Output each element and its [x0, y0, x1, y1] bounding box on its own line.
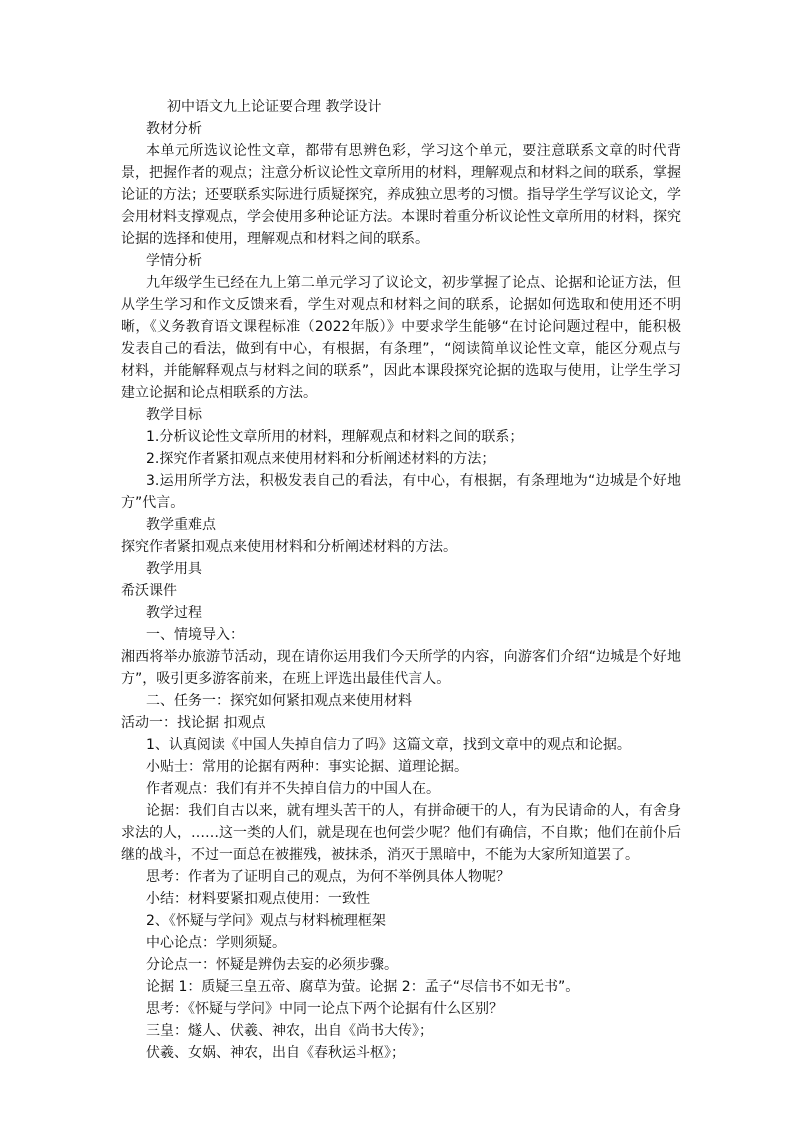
sub-argument-1: 分论点一：怀疑是辨伪去妄的必须步骤。 — [146, 957, 398, 973]
section-2-title: 二、任务一：探究如何紧扣观点来使用材料 — [146, 693, 412, 709]
heading-teaching-tools: 教学用具 — [146, 561, 202, 577]
task-item-2: 2、《怀疑与学问》观点与材料梳理框架 — [146, 913, 386, 929]
sanhuang-line-2: 伏羲、女娲、神农，出自《春秋运斗枢》； — [146, 1045, 405, 1061]
think-question-2: 思考：《怀疑与学问》中同一论点下两个论据有什么区别？ — [146, 1001, 503, 1017]
document-page — [121, 96, 681, 1064]
evidence-1-2-line: 论据 1：质疑三皇五帝、腐草为萤。论据 2：孟子“尽信书不如无书”。 — [146, 979, 580, 995]
goal-item-1: 1.分析议论性文章所用的材料，理解观点和材料之间的联系； — [146, 429, 524, 445]
paragraph-student-analysis: 九年级学生已经在九上第二单元学习了议论文，初步掌握了论点、论据和论证方法，但从学生学习和作文反馈来看，学生对观点和材料之间的联系，论据如何选取和使用还不明晰，《义务教育语文课程标准（2022年版）》中要求学生能够“在讨论问题过程中，能积极发表自己的看法，做到有中心，有根据，有条理”，“阅读简单议论性文章，能区分观点与材料，并能解释观点与材料之间的联系”，因此本课段探究论据的选取与使用，让学生学习建立论据和论点相联系的方法。 — [121, 275, 681, 401]
paragraph-teaching-tools: 希沃课件 — [121, 583, 177, 599]
sanhuang-line-1: 三皇：燧人、伏羲、神农，出自《尚书大传》； — [146, 1023, 433, 1039]
think-question-1: 思考：作者为了证明自己的观点，为何不举例具体人物呢？ — [146, 869, 510, 885]
heading-teaching-process: 教学过程 — [146, 605, 202, 621]
section-1-title: 一、情境导入： — [146, 627, 244, 643]
evidence-paragraph: 论据：我们自古以来，就有埋头苦干的人，有拼命硬干的人，有为民请命的人，有舍身求法的人，……这一类的人们，就是现在也何尝少呢？他们有确信，不自欺；他们在前仆后继的战斗，不过一面总在被摧残，被抹杀，消灭于黑暗中，不能为大家所知道罢了。 — [121, 803, 681, 863]
paragraph-key-points: 探究作者紧扣观点来使用材料和分析阐述材料的方法。 — [121, 539, 457, 555]
goal-item-2: 2.探究作者紧扣观点来使用材料和分析阐述材料的方法； — [146, 451, 496, 467]
paragraph-material-analysis: 本单元所选议论性文章，都带有思辨色彩，学习这个单元，要注意联系文章的时代背景，把握作者的观点；注意分析议论性文章所用的材料，理解观点和材料之间的联系，掌握论证的方法；还要联系实际进行质疑探究，养成独立思考的习惯。指导学生学写议论文，学会用材料支撑观点，学会使用多种论证方法。本课时着重分析议论性文章所用的材料，探究论据的选择和使用，理解观点和材料之间的联系。 — [121, 143, 681, 247]
activity-1-title: 活动一：找论据 扣观点 — [121, 715, 266, 731]
section-1-text: 湘西将举办旅游节活动，现在请你运用我们今天所学的内容，向游客们介绍“边城是个好地方”，吸引更多游客前来，在班上评选出最佳代言人。 — [121, 649, 681, 687]
heading-teaching-goals: 教学目标 — [146, 407, 202, 423]
summary-1: 小结：材料要紧扣观点使用：一致性 — [146, 891, 370, 907]
heading-key-points: 教学重难点 — [146, 517, 216, 533]
author-view-line: 作者观点：我们有并不失掉自信力的中国人在。 — [146, 781, 440, 797]
task-item-1: 1、认真阅读《中国人失掉自信力了吗》这篇文章，找到文章中的观点和论据。 — [146, 737, 631, 753]
tip-line: 小贴士：常用的论据有两种：事实论据、道理论据。 — [146, 759, 468, 775]
heading-student-analysis: 学情分析 — [146, 253, 202, 269]
goal-item-3: 3.运用所学方法，积极发表自己的看法，有中心，有根据，有条理地为“边城是个好地方”代言。 — [121, 473, 681, 511]
document-title: 初中语文九上论证要合理 教学设计 — [167, 99, 382, 115]
central-argument: 中心论点：学则须疑。 — [146, 935, 286, 951]
heading-material-analysis: 教材分析 — [146, 121, 202, 137]
